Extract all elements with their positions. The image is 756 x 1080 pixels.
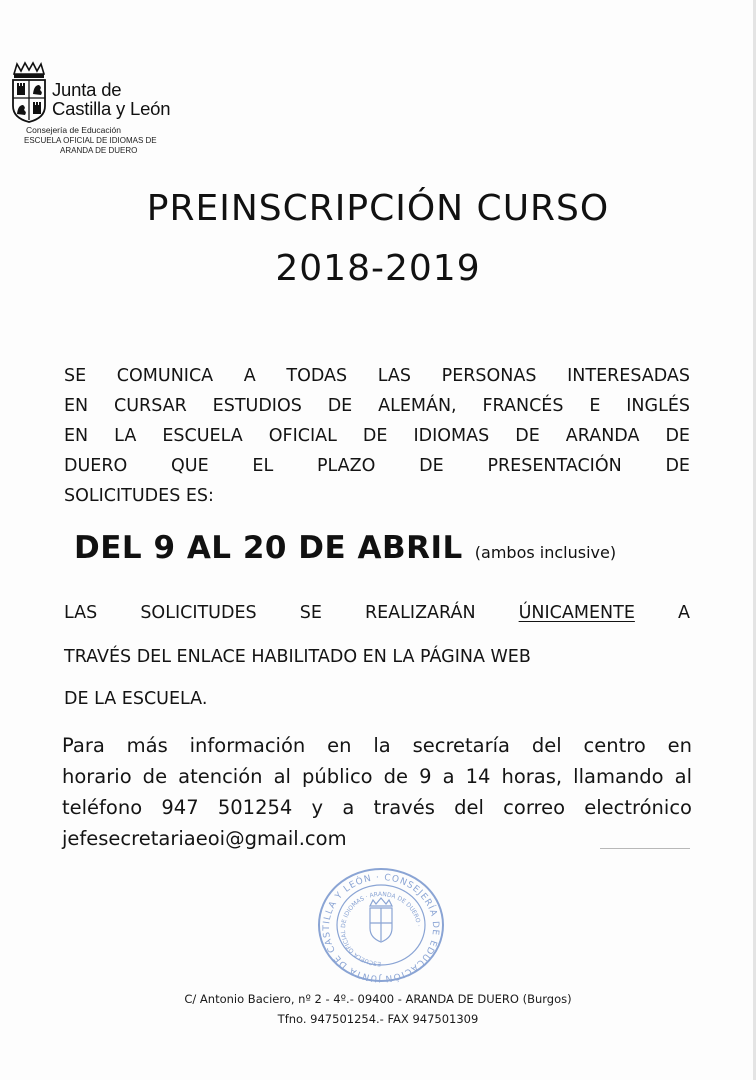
footer-phone: Tfno. 947501254.- FAX 947501309 [277, 1012, 479, 1026]
applications-line3: DE LA ESCUELA. [64, 689, 208, 709]
notice-paragraph [64, 361, 690, 511]
word: SOLICITUDES [140, 603, 257, 623]
notice-line: DUERO QUE EL PLAZO DE PRESENTACIÓN DE [64, 456, 690, 476]
emphasis-only: ÚNICAMENTE [518, 603, 635, 623]
stamp-inner-text: ESCUELA OFICIAL DE IDIOMAS · ARANDA DE DUERO · [340, 890, 422, 968]
department-name: Consejería de Educación [26, 125, 121, 135]
notice-line: SOLICITUDES ES: [64, 486, 214, 506]
stamp-outer-text: JUNTA DE CASTILLA Y LEÓN · CONSEJERÍA DE EDUCACIÓN [322, 872, 441, 984]
date-range: DEL 9 AL 20 DE ABRIL [74, 530, 463, 566]
contact-info-paragraph [62, 730, 692, 854]
registration-dates [74, 530, 616, 566]
coat-of-arms-icon [8, 60, 50, 124]
word: LAS [64, 603, 98, 623]
school-name-line2: ARANDA DE DUERO [60, 146, 138, 155]
official-stamp [312, 866, 450, 984]
info-line: horario de atención al público de 9 a 14 horas, llamando al [62, 765, 692, 788]
word: A [677, 603, 690, 623]
date-range-note: (ambos inclusive) [474, 543, 617, 562]
scan-line-artifact [600, 848, 690, 849]
notice-line: SE COMUNICA A TODAS LAS PERSONAS INTERESADAS [64, 366, 690, 386]
org-name [52, 80, 170, 118]
info-line: teléfono 947 501254 y a través del correo electrónico [62, 796, 692, 819]
info-line: Para más información en la secretaría del centro en [62, 734, 692, 757]
notice-line: EN CURSAR ESTUDIOS DE ALEMÁN, FRANCÉS E INGLÉS [64, 396, 690, 416]
notice-line: EN LA ESCUELA OFICIAL DE IDIOMAS DE ARANDA DE [64, 426, 690, 446]
footer-address: C/ Antonio Baciero, nº 2 - 4º.- 09400 - ARANDA DE DUERO (Burgos) [184, 992, 572, 1006]
academic-year: 2018-2019 [275, 248, 481, 289]
applications-line1 [64, 603, 690, 623]
word: SE [299, 603, 322, 623]
document-title: PREINSCRIPCIÓN CURSO [146, 188, 610, 229]
contact-email: jefesecretariaeoi@gmail.com [62, 827, 347, 850]
org-name-line1: Junta de [52, 79, 122, 100]
school-name-line1: ESCUELA OFICIAL DE IDIOMAS DE [24, 136, 157, 145]
applications-line2: TRAVÉS DEL ENLACE HABILITADO EN LA PÁGINA WEB [64, 647, 531, 667]
stamp-crest-icon [370, 898, 392, 942]
word: REALIZARÁN [364, 603, 476, 623]
org-name-line2: Castilla y León [52, 98, 171, 119]
